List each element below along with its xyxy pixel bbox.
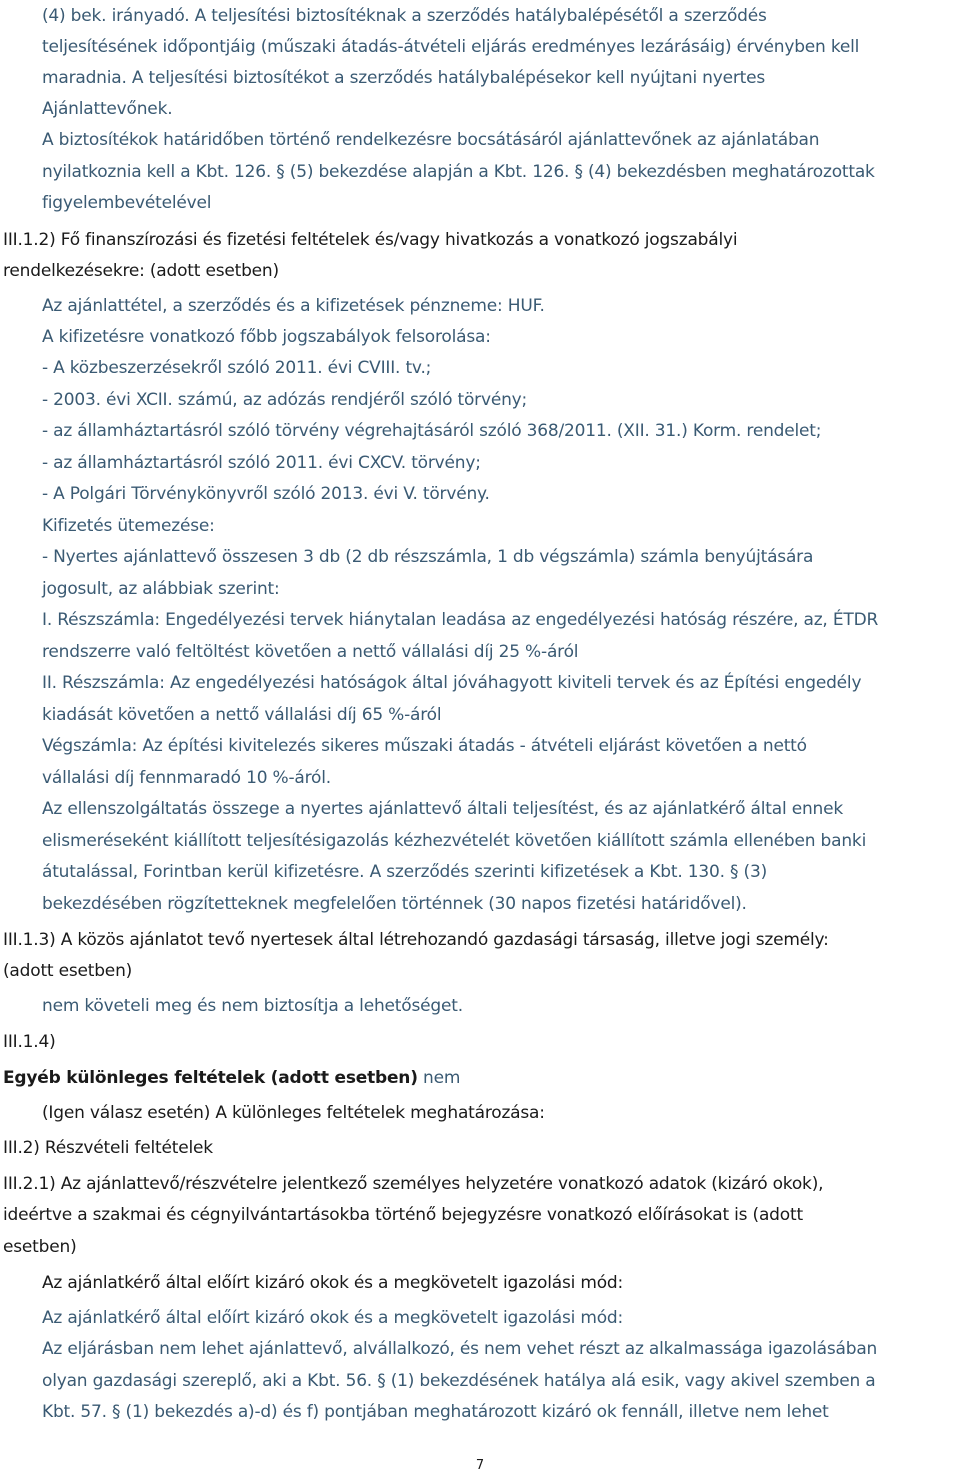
page-number: 7 (475, 1458, 485, 1473)
text-line: teljesítésének időpontjáig (műszaki átadás-átvételi eljárás eredményes lezárásáig) érvényben kell (42, 37, 860, 57)
text-line: - az államháztartásról szóló törvény végrehajtásáról szóló 368/2011. (XII. 31.) Korm. rendelet; (42, 421, 822, 441)
text-line: - Nyertes ajánlattevő összesen 3 db (2 db részszámla, 1 db végszámla) számla benyújtására (42, 547, 814, 567)
text-line: átutalással, Forintban kerül kifizetésre. A szerződés szerinti kifizetések a Kbt. 130. § (3) (42, 862, 768, 882)
text-line: Az ellenszolgáltatás összege a nyertes ajánlattevő általi teljesítést, és az ajánlatkérő által ennek (42, 799, 844, 819)
text-line: Végszámla: Az építési kivitelezés sikeres műszaki átadás - átvételi eljárást követően a nettó (42, 736, 807, 756)
text-line: nem követeli meg és nem biztosítja a lehetőséget. (42, 996, 463, 1016)
text-line: - az államháztartásról szóló 2011. évi CXCV. törvény; (42, 453, 481, 473)
text-line: rendszerre való feltöltést követően a nettő vállalási díj 25 %-áról (42, 642, 579, 662)
text-line: (Igen válasz esetén) A különleges feltételek meghatározása: (42, 1103, 545, 1123)
section-heading: rendelkezésekre: (adott esetben) (3, 261, 279, 281)
text-line: Az ajánlatkérő által előírt kizáró okok és a megkövetelt igazolási mód: (42, 1308, 624, 1328)
text-line: Az ajánlattétel, a szerződés és a kifizetések pénzneme: HUF. (42, 296, 545, 316)
text-line: figyelembevételével (42, 193, 212, 213)
text-line: jogosult, az alábbiak szerint: (42, 579, 280, 599)
text-line: olyan gazdasági szereplő, aki a Kbt. 56. § (1) bekezdésének hatálya alá esik, vagy akivel szemben a (42, 1371, 876, 1391)
section-heading: III.1.2) Fő finanszírozási és fizetési feltételek és/vagy hivatkozás a vonatkozó jogszabályi (3, 230, 738, 250)
text-line: Az ajánlatkérő által előírt kizáró okok és a megkövetelt igazolási mód: (42, 1273, 624, 1293)
text-line: A kifizetésre vonatkozó főbb jogszabályok felsorolása: (42, 327, 491, 347)
bold-heading-line (3, 1066, 460, 1090)
text-line: nyilatkoznia kell a Kbt. 126. § (5) bekezdése alapján a Kbt. 126. § (4) bekezdésben meghatározottak (42, 162, 875, 182)
text-line: vállalási díj fennmaradó 10 %-áról. (42, 768, 331, 788)
section-heading: (adott esetben) (3, 961, 133, 981)
text-line: Ajánlattevőnek. (42, 99, 173, 119)
text-line: A biztosítékok határidőben történő rendelkezésre bocsátásáról ajánlattevőnek az ajánlatában (42, 130, 820, 150)
section-heading: ideértve a szakmai és cégnyilvántartásokba történő bejegyzésre vonatkozó előírásokat is (adott (3, 1205, 803, 1225)
answer-value: nem (423, 1068, 461, 1088)
text-line: maradnia. A teljesítési biztosítékot a szerződés hatálybalépésekor kell nyújtani nyertes (42, 68, 766, 88)
text-line: - A közbeszerzésekről szóló 2011. évi CVIII. tv.; (42, 358, 432, 378)
text-line: II. Részszámla: Az engedélyezési hatóságok által jóváhagyott kiviteli tervek és az Építési engedély (42, 673, 862, 693)
section-heading: III.1.3) A közös ajánlatot tevő nyertesek által létrehozandó gazdasági társaság, illetve jogi személy: (3, 930, 829, 950)
section-heading: III.1.4) (3, 1032, 56, 1052)
text-line: Kifizetés ütemezése: (42, 516, 215, 536)
text-line: elismeréseként kiállított teljesítésigazolás kézhezvételét követően kiállított számla ellenében banki (42, 831, 867, 851)
section-heading: III.2.1) Az ajánlattevő/részvételre jelentkező személyes helyzetére vonatkozó adatok (kizáró okok), (3, 1174, 824, 1194)
text-line: Az eljárásban nem lehet ajánlattevő, alvállalkozó, és nem vehet részt az alkalmassága igazolásában (42, 1339, 878, 1359)
text-line: - 2003. évi XCII. számú, az adózás rendjéről szóló törvény; (42, 390, 528, 410)
text-line: Kbt. 57. § (1) bekezdés a)-d) és f) pontjában meghatározott kizáró ok fennáll, illetve nem lehet (42, 1402, 829, 1422)
section-heading: esetben) (3, 1237, 77, 1257)
text-line: kiadását követően a nettő vállalási díj 65 %-áról (42, 705, 442, 725)
text-line: I. Részszámla: Engedélyezési tervek hiánytalan leadása az engedélyezési hatóság részére, az, ÉTDR (42, 610, 879, 630)
text-line: - A Polgári Törvénykönyvről szóló 2013. évi V. törvény. (42, 484, 490, 504)
text-line: bekezdésében rögzítetteknek megfelelően történnek (30 napos fizetési határidővel). (42, 894, 747, 914)
section-heading: III.2) Részvételi feltételek (3, 1138, 213, 1158)
text-line: (4) bek. irányadó. A teljesítési biztosítéknak a szerződés hatálybalépésétől a szerződés (42, 6, 767, 26)
bold-heading: Egyéb különleges feltételek (adott esetben) (3, 1068, 418, 1088)
